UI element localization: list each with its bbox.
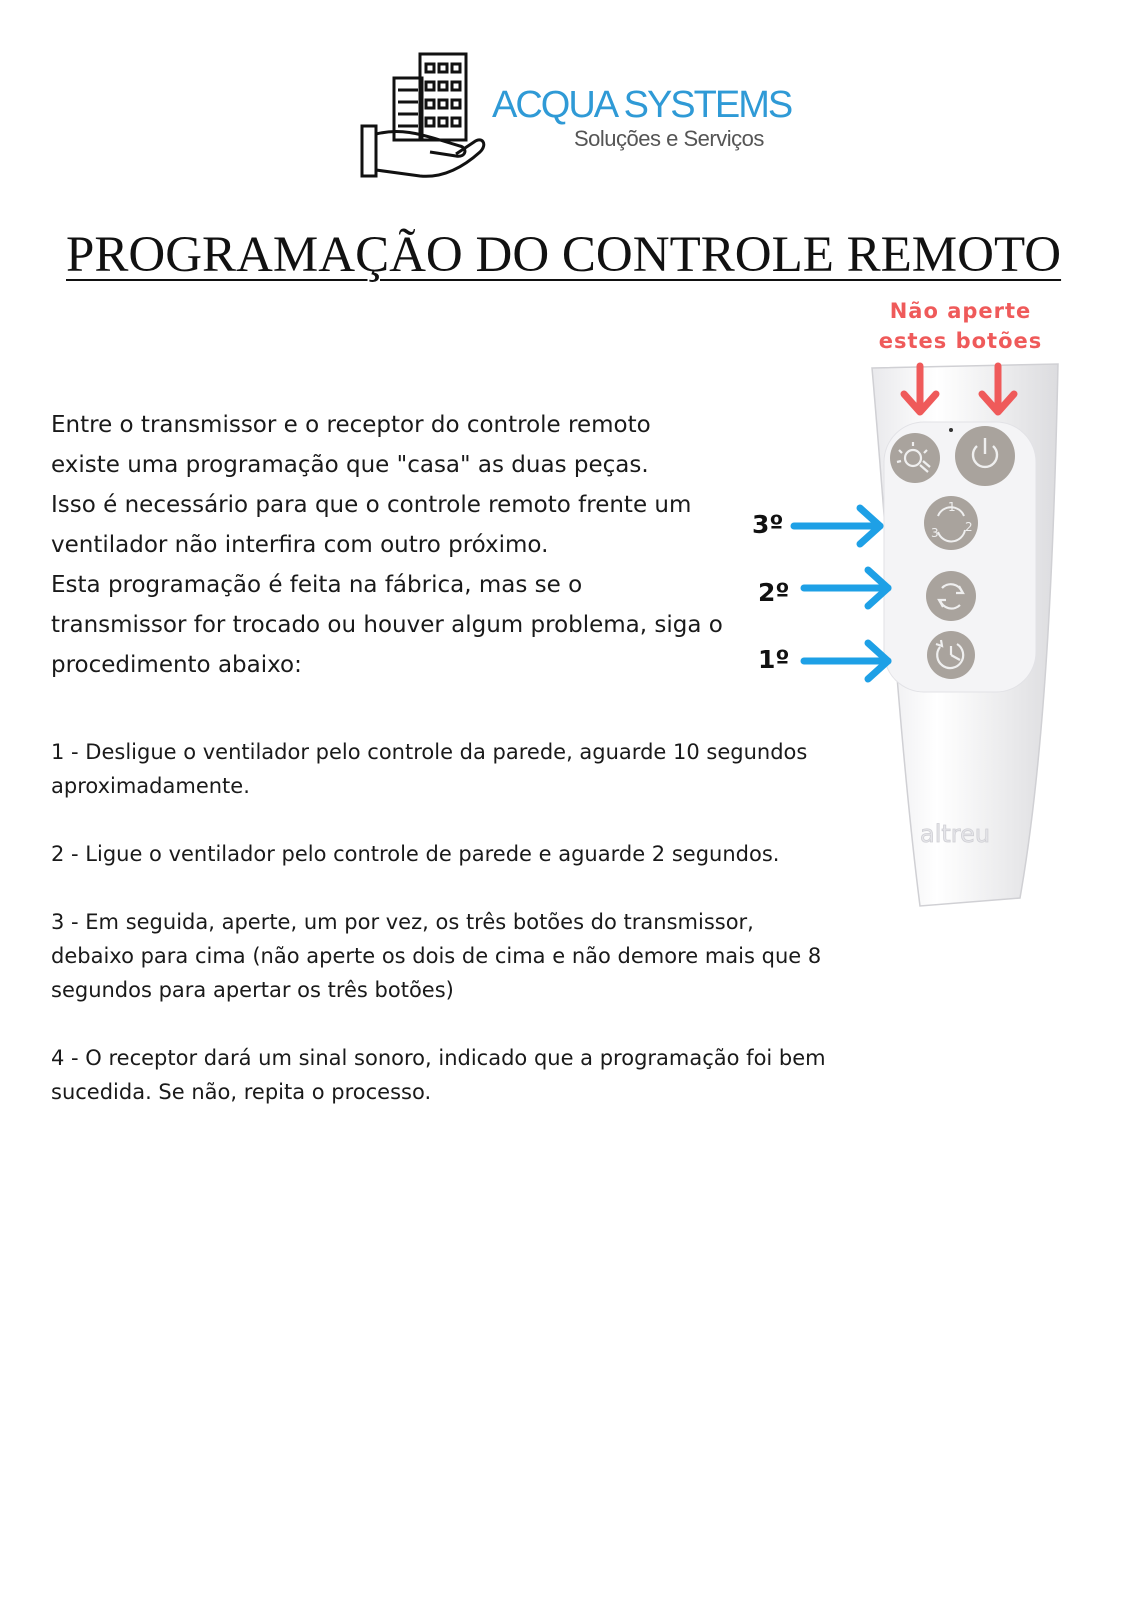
order-label-second: 2º	[758, 578, 790, 607]
timer-button[interactable]	[927, 631, 975, 679]
procedure-steps	[51, 735, 831, 1143]
page-title: PROGRAMAÇÃO DO CONTROLE REMOTO	[66, 227, 1062, 283]
right-arrow-icon	[804, 570, 888, 606]
intro-paragraph	[51, 405, 771, 685]
step-2: 2 - Ligue o ventilador pelo controle de parede e aguarde 2 segundos.	[51, 842, 780, 866]
speed-digit: 2	[965, 520, 973, 534]
intro-line: transmissor for trocado ou houver algum problema, siga o	[51, 612, 723, 638]
reverse-button[interactable]	[926, 571, 976, 621]
power-button[interactable]	[955, 426, 1015, 486]
intro-line: Isso é necessário para que o controle remoto frente um	[51, 492, 692, 518]
remote-brand-mark: altreu	[920, 820, 991, 848]
intro-line: existe uma programação que "casa" as duas peças.	[51, 452, 649, 478]
step-3: 3 - Em seguida, aperte, um por vez, os três botões do transmissor, debaixo para cima (não aperte os dois de cima e não demore mais que 8 segundos para apertar os três botões)	[51, 910, 822, 1002]
order-label-first: 1º	[758, 645, 790, 674]
step-4: 4 - O receptor dará um sinal sonoro, indicado que a programação foi bem sucedida. Se não, repita o processo.	[51, 1046, 826, 1104]
intro-line: procedimento abaixo:	[51, 652, 302, 678]
warning-line: Não aperte	[889, 299, 1032, 323]
building-on-hand-icon	[362, 54, 484, 176]
light-button[interactable]	[890, 433, 940, 483]
intro-line: Entre o transmissor e o receptor do controle remoto	[51, 412, 651, 438]
intro-line: Esta programação é feita na fábrica, mas se o	[51, 572, 583, 598]
brand-name: ACQUA SYSTEMS	[492, 84, 792, 126]
right-arrow-icon	[804, 643, 888, 679]
order-label-third: 3º	[752, 510, 784, 539]
step-1: 1 - Desligue o ventilador pelo controle da parede, aguarde 10 segundos aproximadamente.	[51, 740, 808, 798]
remote-control-illustration	[780, 350, 1100, 920]
right-arrow-icon	[794, 508, 880, 544]
speed-digit: 3	[931, 526, 939, 540]
intro-line: ventilador não interfira com outro próximo.	[51, 532, 549, 558]
brand-tagline: Soluções e Serviços	[574, 126, 764, 151]
warning-label	[878, 296, 1043, 356]
speed-button[interactable]	[924, 496, 978, 550]
speed-digit: 1	[948, 500, 956, 514]
warning-line: estes botões	[878, 329, 1043, 353]
